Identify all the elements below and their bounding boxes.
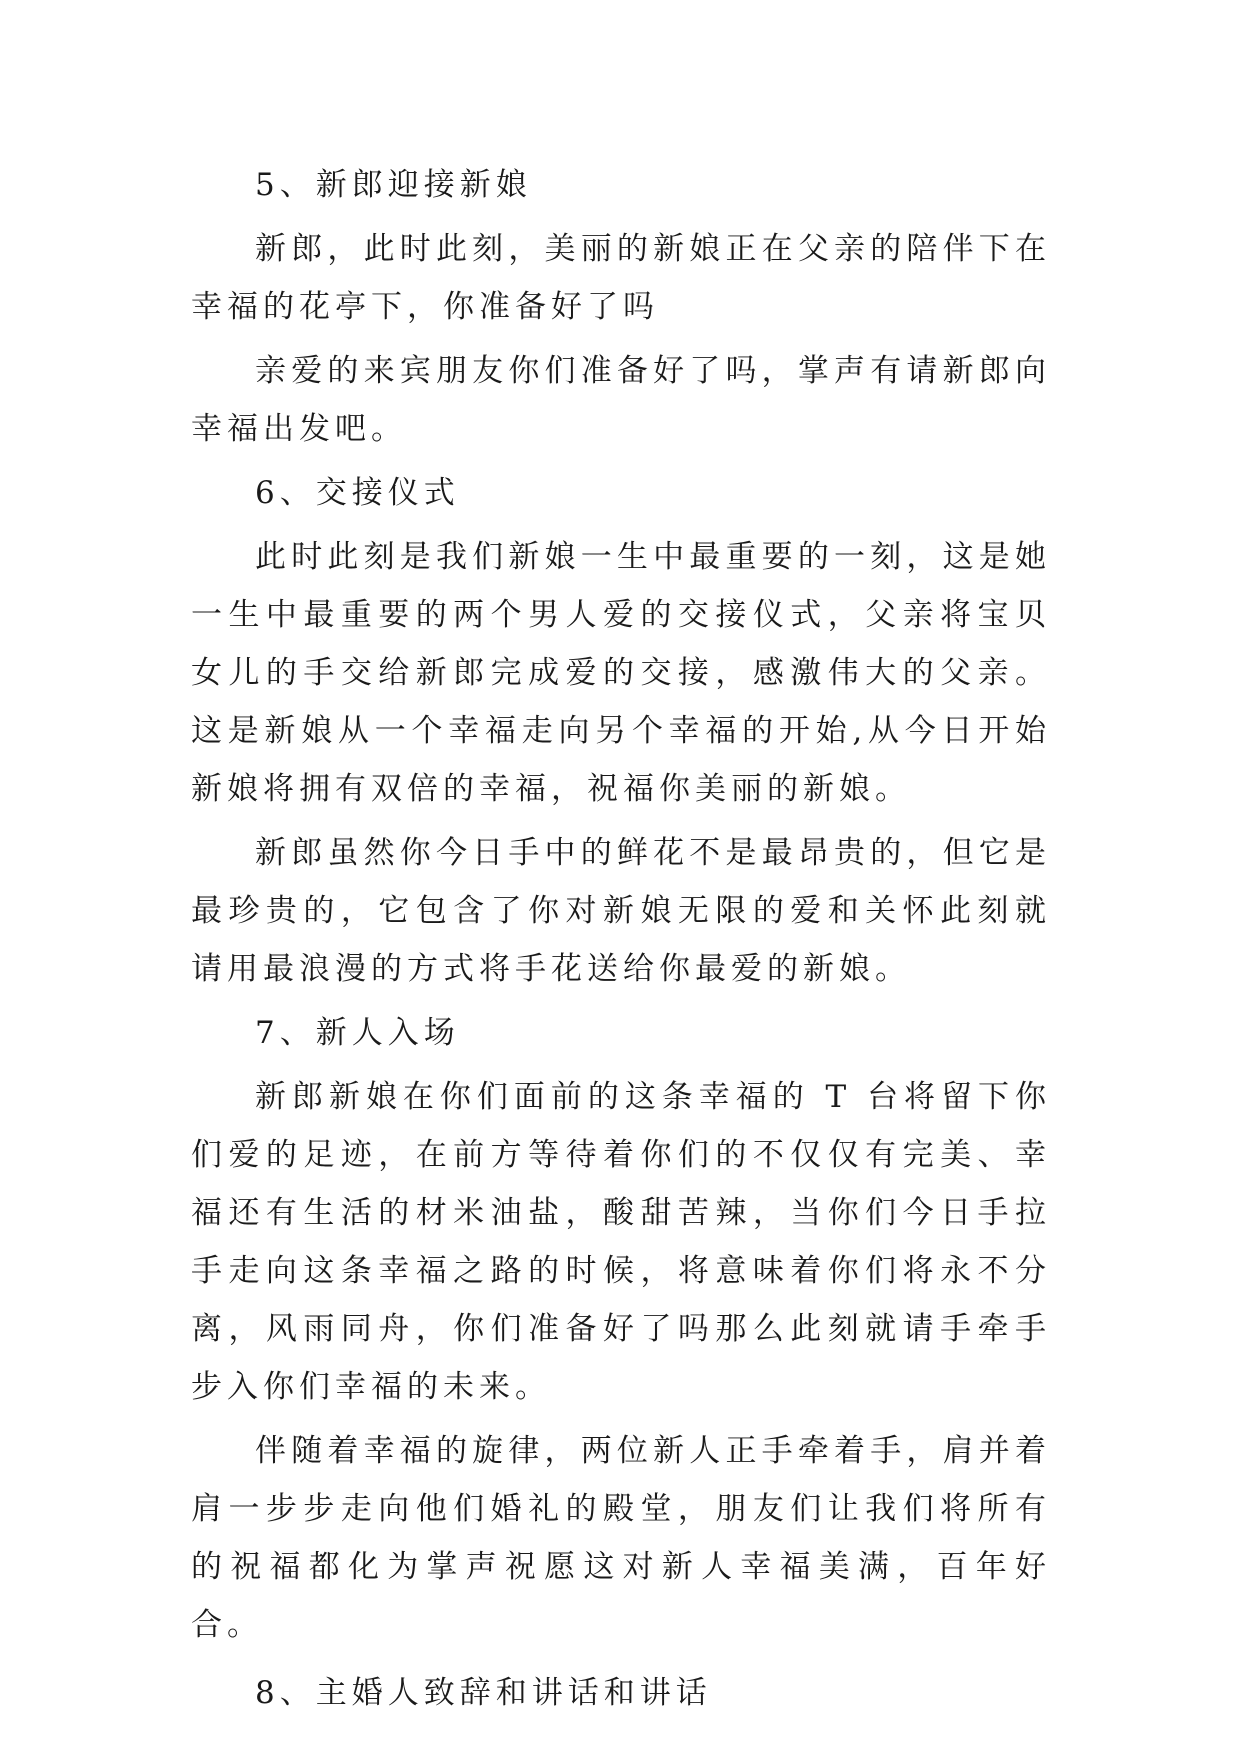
section-heading-8: 8、主婚人致辞和讲话和讲话 — [255, 1675, 712, 1711]
paragraph: 新郎，此时此刻，美丽的新娘正在父亲的陪伴下在幸福的花亭下，你准备好了吗 — [191, 231, 1051, 325]
paragraph: 新郎新娘在你们面前的这条幸福的 T 台将留下你们爱的足迹，在前方等待着你们的不仅仅有完美、幸福还有生活的材米油盐，酸甜苦辣，当你们今日手拉手走向这条幸福之路的时候，将意味着你们将永不分离，风雨同舟，你们准备好了吗那么此刻就请手牵手步入你们幸福的未来。 — [191, 1079, 1051, 1405]
section-heading-6: 6、交接仪式 — [255, 475, 460, 511]
section-heading-5: 5、新郎迎接新娘 — [255, 167, 532, 203]
paragraph: 此时此刻是我们新娘一生中最重要的一刻，这是她一生中最重要的两个男人爱的交接仪式，父亲将宝贝女儿的手交给新郎完成爱的交接，感激伟大的父亲。这是新娘从一个幸福走向另个幸福的开始,从今日开始新娘将拥有双倍的幸福，祝福你美丽的新娘。 — [191, 539, 1051, 807]
paragraph: 伴随着幸福的旋律，两位新人正手牵着手，肩并着肩一步步走向他们婚礼的殿堂，朋友们让我们将所有的祝福都化为掌声祝愿这对新人幸福美满，百年好合。 — [191, 1433, 1051, 1643]
paragraph: 新郎虽然你今日手中的鲜花不是最昂贵的，但它是最珍贵的，它包含了你对新娘无限的爱和关怀此刻就请用最浪漫的方式将手花送给你最爱的新娘。 — [191, 835, 1051, 987]
paragraph: 亲爱的来宾朋友你们准备好了吗，掌声有请新郎向幸福出发吧。 — [191, 353, 1051, 447]
section-heading-7: 7、新人入场 — [255, 1015, 460, 1051]
document-body — [191, 156, 1051, 1722]
